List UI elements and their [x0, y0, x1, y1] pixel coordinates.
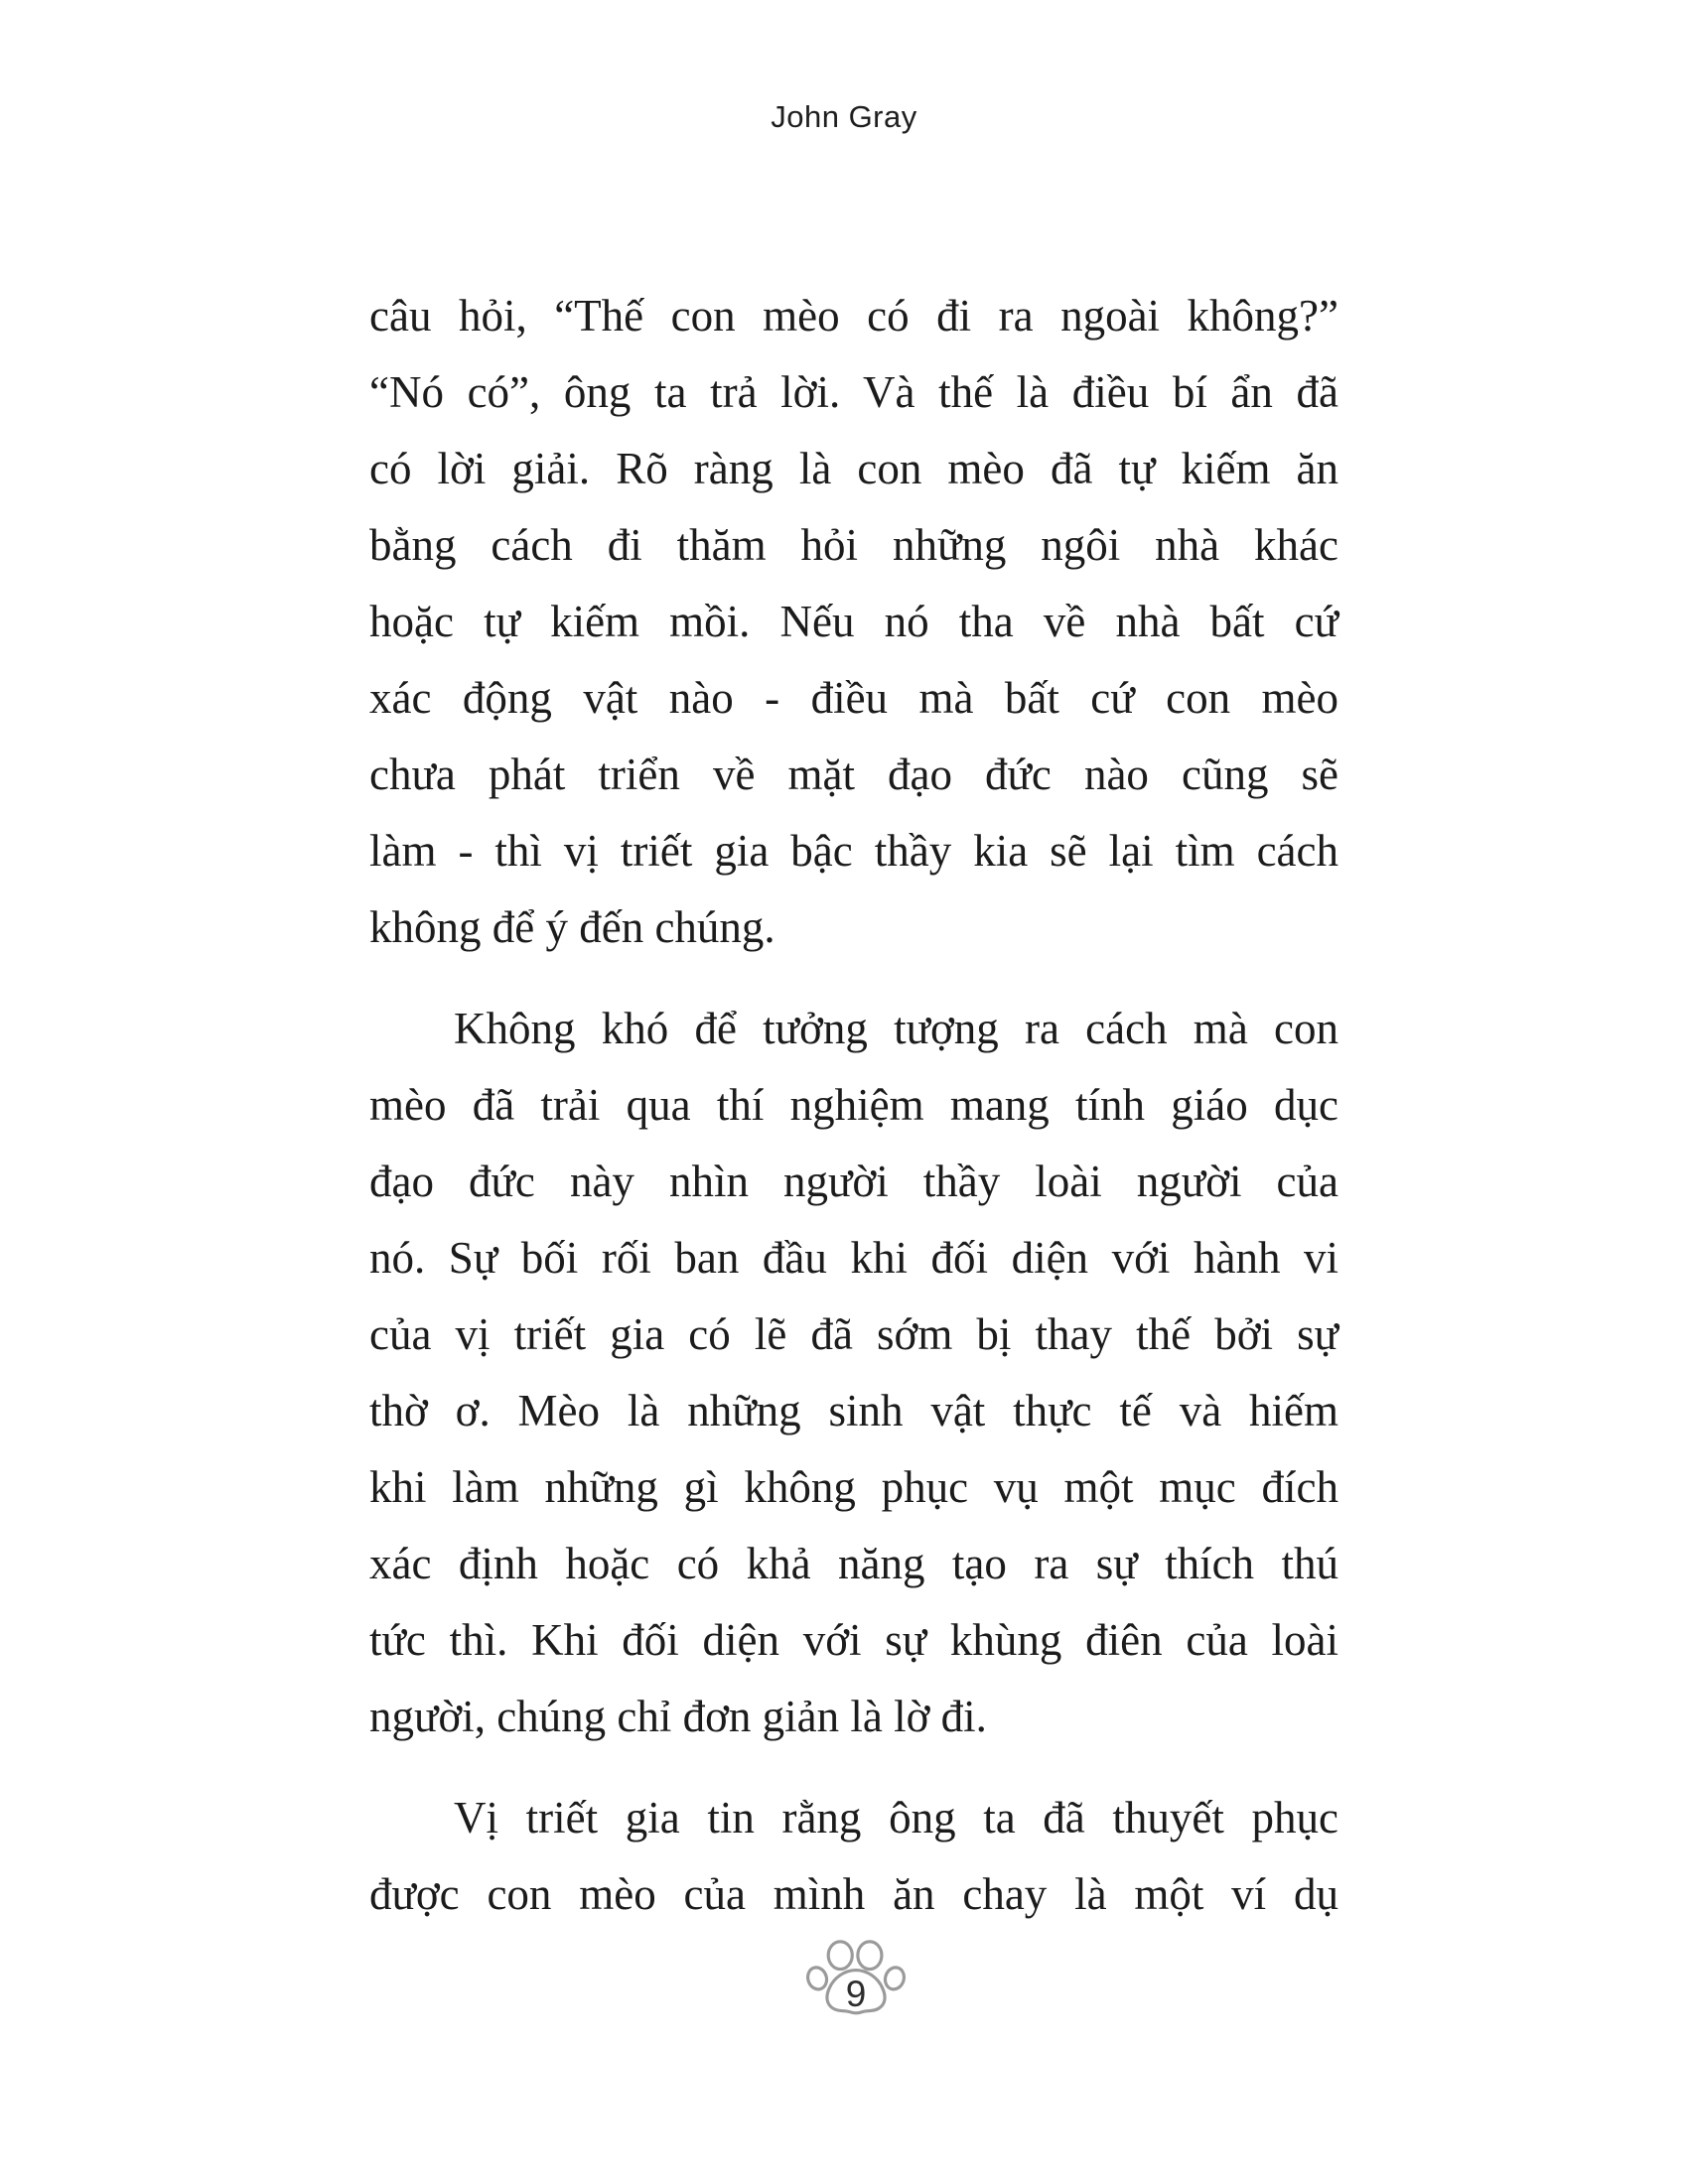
page-number: 9 [845, 1974, 867, 2014]
text-line: của vị triết gia có lẽ đã sớm bị thay thế bởi sự [369, 1309, 1338, 1359]
text-line: Không khó để tưởng tượng ra cách mà con [454, 1004, 1338, 1053]
text-line: bằng cách đi thăm hỏi những ngôi nhà khác [369, 520, 1338, 570]
text-line: mèo đã trải qua thí nghiệm mang tính giáo dục [369, 1080, 1338, 1130]
text-line: có lời giải. Rõ ràng là con mèo đã tự kiếm ăn [369, 444, 1338, 493]
text-line: Vị triết gia tin rằng ông ta đã thuyết phục [454, 1793, 1338, 1843]
text-line: “Nó có”, ông ta trả lời. Và thế là điều bí ẩn đã [369, 367, 1338, 417]
text-line: thờ ơ. Mèo là những sinh vật thực tế và hiếm [369, 1386, 1338, 1435]
text-line: chưa phát triển về mặt đạo đức nào cũng sẽ [369, 750, 1338, 799]
text-line: làm - thì vị triết gia bậc thầy kia sẽ lại tìm cách [369, 826, 1338, 876]
running-header-author: John Gray [771, 99, 917, 134]
text-line: tức thì. Khi đối diện với sự khùng điên của loài [369, 1615, 1338, 1665]
text-line: hoặc tự kiếm mồi. Nếu nó tha về nhà bất cứ [369, 597, 1338, 646]
body-text [369, 278, 1338, 1933]
text-line: được con mèo của mình ăn chay là một ví dụ [369, 1869, 1338, 1919]
text-line: nó. Sự bối rối ban đầu khi đối diện với hành vi [369, 1233, 1338, 1283]
text-line: xác động vật nào - điều mà bất cứ con mèo [369, 673, 1338, 723]
text-line: không để ý đến chúng. [369, 902, 775, 952]
text-line: đạo đức này nhìn người thầy loài người của [369, 1157, 1338, 1206]
paragraph [369, 278, 1338, 966]
text-line: xác định hoặc có khả năng tạo ra sự thích thú [369, 1539, 1338, 1588]
paragraph [369, 991, 1338, 1755]
text-line: khi làm những gì không phục vụ một mục đích [369, 1462, 1338, 1512]
text-line: câu hỏi, “Thế con mèo có đi ra ngoài không?” [369, 291, 1338, 341]
page-footer [805, 1936, 907, 2030]
text-line: người, chúng chỉ đơn giản là lờ đi. [369, 1692, 987, 1741]
paragraph [369, 1780, 1338, 1933]
